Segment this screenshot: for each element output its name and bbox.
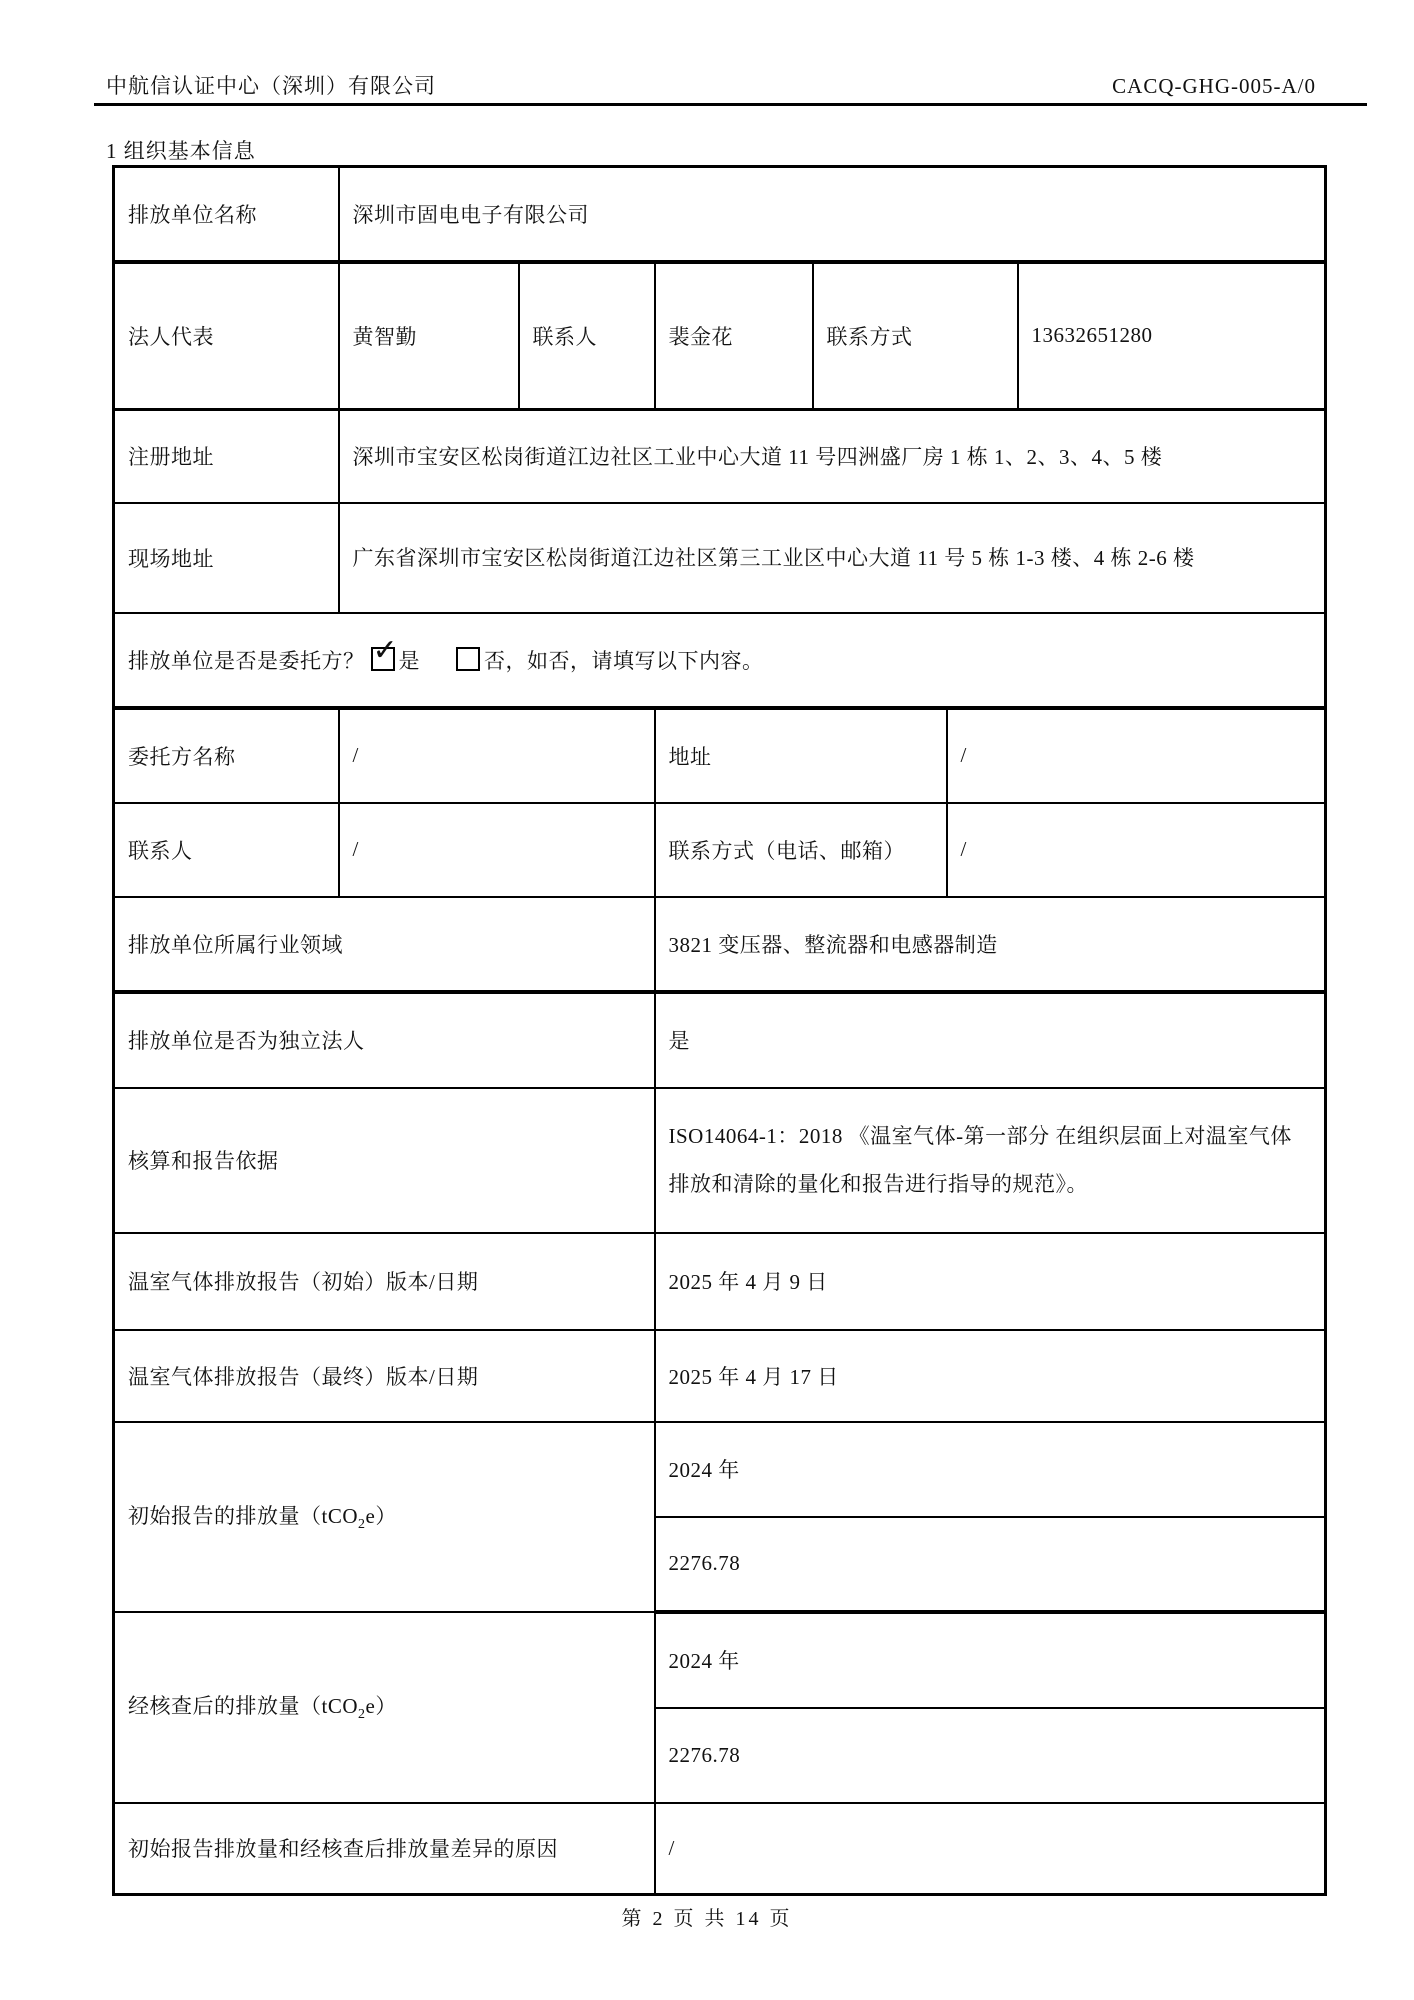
value-difference-reason: /: [655, 1803, 1326, 1895]
value-initial-emission-amount: 2276.78: [655, 1517, 1326, 1612]
value-legal-rep: 黄智勤: [339, 262, 519, 410]
delegator-question-cell: [114, 613, 1326, 708]
row-initial-report-date: [114, 1233, 1326, 1330]
emission-unit-suffix: e）: [365, 1503, 397, 1528]
value-verified-emission-amount: 2276.78: [655, 1708, 1326, 1803]
row-independent-legal-person: [114, 992, 1326, 1088]
value-registered-address: 深圳市宝安区松岗街道江边社区工业中心大道 11 号四洲盛厂房 1 栋 1、2、3、4、5 楼: [339, 410, 1326, 503]
label-initial-emission: [114, 1422, 655, 1612]
value-final-report-date: 2025 年 4 月 17 日: [655, 1330, 1326, 1422]
label-accounting-basis: 核算和报告依据: [114, 1088, 655, 1233]
label-independent-legal-person: 排放单位是否为独立法人: [114, 992, 655, 1088]
label-contact-person: 联系人: [519, 262, 655, 410]
value-verified-emission-year: 2024 年: [655, 1612, 1326, 1708]
header-divider: [94, 103, 1367, 106]
row-legal-rep: [114, 262, 1326, 410]
value-site-address: 广东省深圳市宝安区松岗街道江边社区第三工业区中心大道 11 号 5 栋 1-3 楼、4 栋 2-6 楼: [339, 503, 1326, 613]
document-header: [106, 70, 1316, 100]
row-site-address: [114, 503, 1326, 613]
verified-emission-label-text: 经核查后的排放量（tCO: [128, 1694, 359, 1719]
value-accounting-basis: ISO14064-1：2018 《温室气体-第一部分 在组织层面上对温室气体排放和清除的量化和报告进行指导的规范》。: [655, 1088, 1326, 1233]
row-difference-reason: [114, 1803, 1326, 1895]
value-contact-person: 裴金花: [655, 262, 813, 410]
label-contact-method: 联系方式: [813, 262, 1018, 410]
label-verified-emission: [114, 1612, 655, 1803]
value-initial-emission-year: 2024 年: [655, 1422, 1326, 1517]
label-industry: 排放单位所属行业领域: [114, 897, 655, 992]
row-initial-emission-year: [114, 1422, 1326, 1517]
value-contact-method: 13632651280: [1018, 262, 1326, 410]
header-company-name: 中航信认证中心（深圳）有限公司: [106, 74, 436, 98]
label-client-contact: 联系人: [114, 803, 339, 897]
delegator-yes-label: 是: [398, 648, 420, 673]
row-emission-unit-name: [114, 167, 1326, 262]
row-client-contact: [114, 803, 1326, 897]
delegator-no-checkbox[interactable]: [456, 647, 480, 671]
section-title: 1 组织基本信息: [106, 139, 256, 163]
value-client-name: /: [339, 708, 655, 803]
row-final-report-date: [114, 1330, 1326, 1422]
label-initial-report-date: 温室气体排放报告（初始）版本/日期: [114, 1233, 655, 1330]
value-independent-legal-person: 是: [655, 992, 1326, 1088]
value-emission-unit-name: 深圳市固电电子有限公司: [339, 167, 1326, 262]
value-initial-report-date: 2025 年 4 月 9 日: [655, 1233, 1326, 1330]
value-client-address: /: [947, 708, 1326, 803]
row-accounting-basis: [114, 1088, 1326, 1233]
header-doc-code: CACQ-GHG-005-A/0: [1112, 74, 1316, 98]
delegator-yes-checkbox[interactable]: [371, 632, 399, 671]
label-registered-address: 注册地址: [114, 410, 339, 503]
label-final-report-date: 温室气体排放报告（最终）版本/日期: [114, 1330, 655, 1422]
value-industry: 3821 变压器、整流器和电感器制造: [655, 897, 1326, 992]
delegator-question-text: 排放单位是否是委托方？: [128, 648, 365, 673]
initial-emission-label-text: 初始报告的排放量（tCO: [128, 1503, 359, 1528]
co2-subscript: 2: [358, 1707, 366, 1723]
label-legal-rep: 法人代表: [114, 262, 339, 410]
org-info-table: [112, 165, 1327, 1896]
label-difference-reason: 初始报告排放量和经核查后排放量差异的原因: [114, 1803, 655, 1895]
check-icon: ✓: [372, 632, 399, 668]
row-client-name: [114, 708, 1326, 803]
row-delegator-question: [114, 613, 1326, 708]
emission-unit-suffix: e）: [365, 1694, 397, 1719]
row-verified-emission-year: [114, 1612, 1326, 1708]
label-emission-unit-name: 排放单位名称: [114, 167, 339, 262]
value-client-phone: /: [947, 803, 1326, 897]
label-client-address: 地址: [655, 708, 947, 803]
row-industry: [114, 897, 1326, 992]
delegator-no-label: 否，如否，请填写以下内容。: [484, 648, 764, 673]
label-site-address: 现场地址: [114, 503, 339, 613]
co2-subscript: 2: [358, 1517, 366, 1533]
row-registered-address: [114, 410, 1326, 503]
label-client-phone: 联系方式（电话、邮箱）: [655, 803, 947, 897]
page-number: 第 2 页 共 14 页: [621, 1908, 793, 1930]
label-client-name: 委托方名称: [114, 708, 339, 803]
value-client-contact: /: [339, 803, 655, 897]
